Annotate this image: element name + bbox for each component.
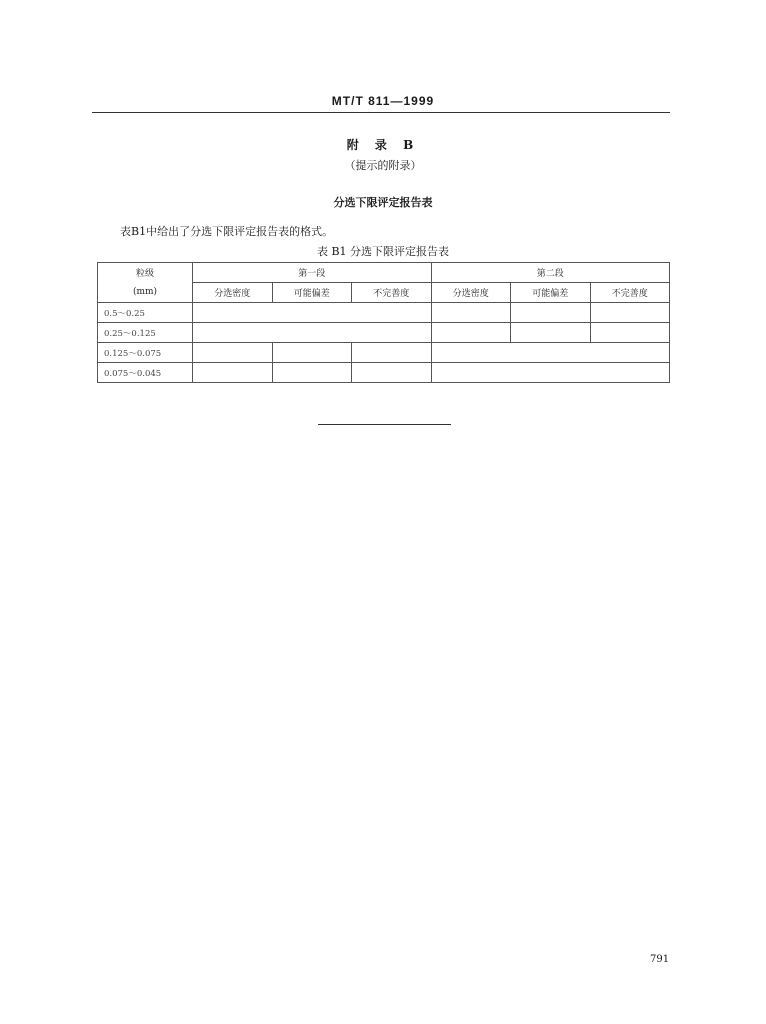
table-cell [193, 323, 273, 343]
size-cell: 0.25～0.125 [98, 323, 193, 343]
size-cell: 0.125～0.075 [98, 343, 193, 363]
table-cell [431, 323, 511, 343]
column-header: 分选密度 [431, 283, 511, 303]
table-cell [590, 363, 670, 383]
table-cell [590, 323, 670, 343]
table-cell [590, 303, 670, 323]
size-cell: 0.075～0.045 [98, 363, 193, 383]
column-header: 不完善度 [590, 283, 670, 303]
table-header-row [98, 263, 670, 283]
table-cell [193, 363, 273, 383]
table-row [98, 363, 670, 383]
standard-code: MT/T 811—1999 [331, 94, 435, 108]
stage-1-header: 第一段 [193, 263, 432, 283]
table-cell [511, 343, 591, 363]
table-cell [352, 343, 432, 363]
appendix-title: 附 录 B [346, 138, 420, 152]
table-caption: 表 B1 分选下限评定报告表 [316, 245, 450, 258]
size-cell: 0.5～0.25 [98, 303, 193, 323]
table-cell [590, 343, 670, 363]
table-cell [352, 323, 432, 343]
table-cell [272, 323, 352, 343]
header-rule [92, 112, 670, 113]
column-header: 可能偏差 [272, 283, 352, 303]
column-header: 不完善度 [352, 283, 432, 303]
table-row [98, 343, 670, 363]
size-unit: (mm) [98, 283, 193, 303]
size-header: 粒级 [98, 263, 193, 283]
column-header: 可能偏差 [511, 283, 591, 303]
table-row [98, 323, 670, 343]
table-row [98, 303, 670, 323]
table-cell [193, 343, 273, 363]
end-rule [318, 424, 451, 425]
table-cell [511, 303, 591, 323]
table-cell [272, 303, 352, 323]
appendix-subtitle: （提示的附录） [344, 159, 422, 172]
table-cell [272, 343, 352, 363]
table-subheader-row [98, 283, 670, 303]
table-cell [431, 343, 511, 363]
section-title: 分选下限评定报告表 [333, 196, 433, 209]
page-number: 791 [650, 954, 670, 965]
table-cell [511, 363, 591, 383]
column-header: 分选密度 [193, 283, 273, 303]
table-cell [272, 363, 352, 383]
table-cell [431, 303, 511, 323]
table-cell [431, 363, 511, 383]
table-cell [352, 303, 432, 323]
table-cell [511, 323, 591, 343]
report-table [97, 262, 670, 383]
stage-2-header: 第二段 [431, 263, 670, 283]
table-cell [352, 363, 432, 383]
intro-text: 表B1中给出了分选下限评定报告表的格式。 [120, 225, 334, 238]
table-cell [193, 303, 273, 323]
